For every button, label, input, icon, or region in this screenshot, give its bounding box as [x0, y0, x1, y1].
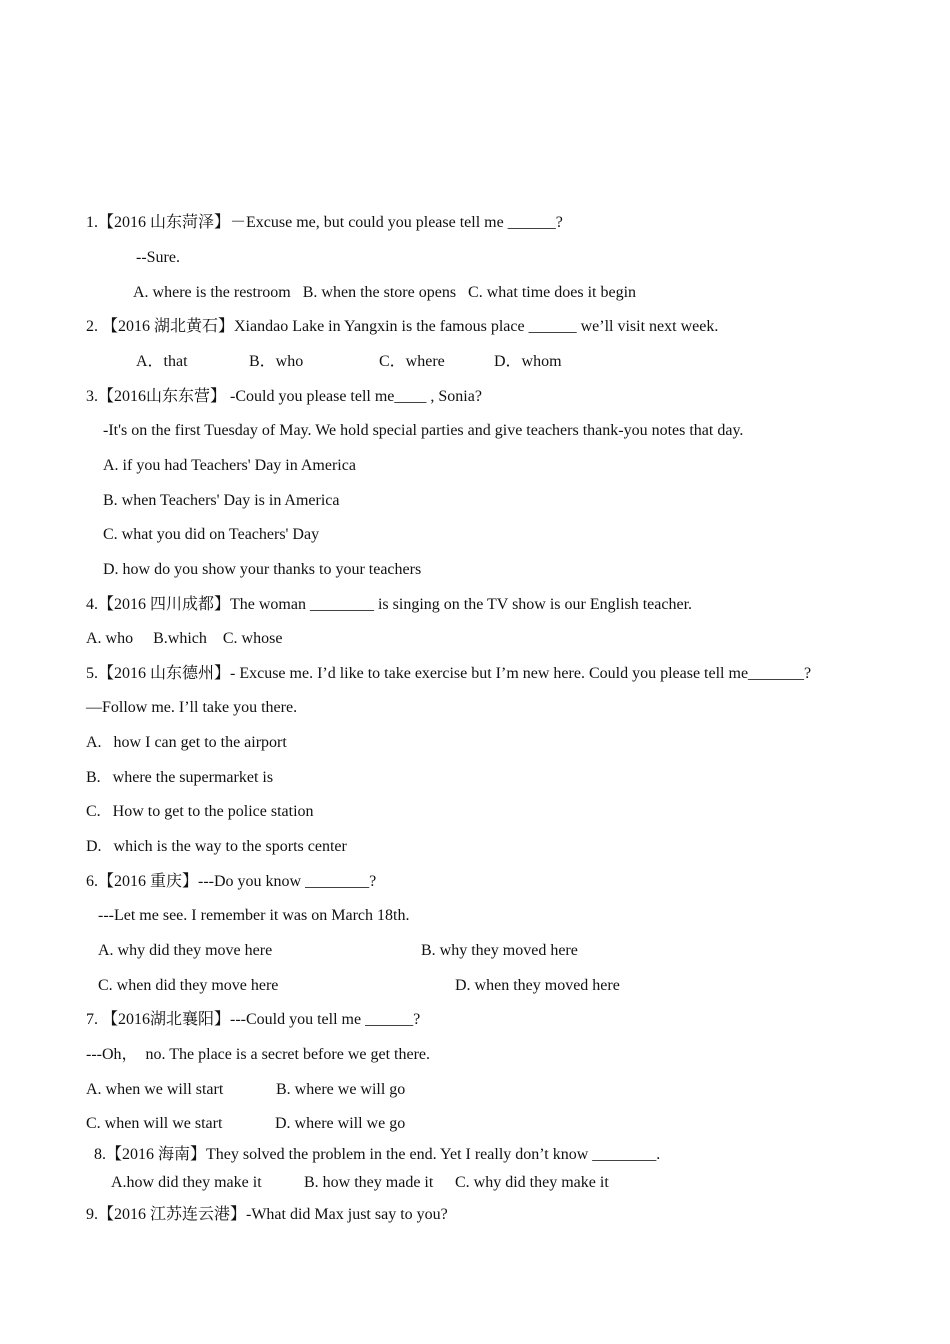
q4-stem: 4.【2016 四川成都】The woman ________ is singing on the TV show is our English teacher. [86, 596, 693, 613]
q1-stem: 1.【2016 山东菏泽】－Excuse me, but could you please tell me ______? [86, 214, 563, 231]
q7-option-a: A. when we will start [86, 1081, 224, 1098]
q2-option-d: D．whom [494, 353, 562, 370]
q7-reply: ---Oh， no. The place is a secret before we get there. [86, 1046, 430, 1063]
q5-option-a: A. how I can get to the airport [86, 734, 287, 751]
q7-option-c: C. when will we start [86, 1115, 223, 1132]
q8-option-c: C. why did they make it [455, 1174, 609, 1191]
q6-reply: ---Let me see. I remember it was on March 18th. [98, 907, 410, 924]
q3-stem: 3.【2016山东东营】 -Could you please tell me____ , Sonia? [86, 388, 482, 405]
q5-stem: 5.【2016 山东德州】- Excuse me. I’d like to take exercise but I’m new here. Could you please tell me_______? [86, 665, 812, 682]
q3-option-b: B. when Teachers' Day is in America [103, 492, 340, 509]
q9-stem: 9.【2016 江苏连云港】-What did Max just say to you? [86, 1206, 448, 1223]
q5-option-d: D. which is the way to the sports center [86, 838, 347, 855]
q2-option-b: B．who [249, 353, 304, 370]
q6-option-b: B. why they moved here [421, 942, 578, 959]
q3-reply: -It's on the first Tuesday of May. We hold special parties and give teachers thank-you notes that day. [103, 422, 744, 439]
q1-reply: --Sure. [136, 249, 180, 266]
q3-option-c: C. what you did on Teachers' Day [103, 526, 320, 543]
q3-option-a: A. if you had Teachers' Day in America [103, 457, 356, 474]
q3-option-d: D. how do you show your thanks to your teachers [103, 561, 422, 578]
q6-option-a: A. why did they move here [98, 942, 273, 959]
q7-option-d: D. where will we go [275, 1115, 406, 1132]
q6-option-d: D. when they moved here [455, 977, 620, 994]
q4-options: A. who B.which C. whose [86, 630, 283, 647]
q5-option-c: C. How to get to the police station [86, 803, 314, 820]
q5-option-b: B. where the supermarket is [86, 769, 274, 786]
q8-option-a: A.how did they make it [111, 1174, 262, 1191]
q6-option-c: C. when did they move here [98, 977, 279, 994]
q6-stem: 6.【2016 重庆】---Do you know ________? [86, 873, 377, 890]
q8-option-b: B. how they made it [304, 1174, 434, 1191]
q2-option-c: C．where [379, 353, 445, 370]
q2-option-a: A．that [136, 353, 188, 370]
q7-stem: 7. 【2016湖北襄阳】---Could you tell me ______? [86, 1011, 421, 1028]
q8-stem: 8.【2016 海南】They solved the problem in the end. Yet I really don’t know ________. [94, 1146, 661, 1163]
q5-reply: —Follow me. I’ll take you there. [86, 699, 298, 716]
q1-options: A. where is the restroom B. when the store opens C. what time does it begin [133, 284, 637, 301]
q7-option-b: B. where we will go [276, 1081, 406, 1098]
q2-stem: 2. 【2016 湖北黄石】Xiandao Lake in Yangxin is the famous place ______ we’ll visit next week. [86, 318, 719, 335]
